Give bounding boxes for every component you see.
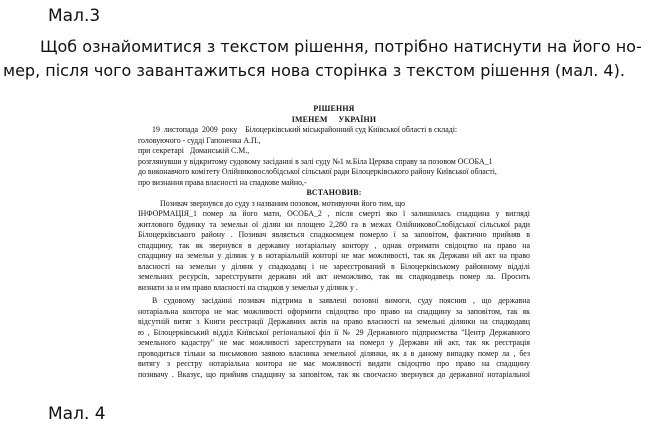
figure-caption-top: Мал.3 — [48, 6, 101, 26]
paragraph-2-line: позивачу . Вказує, що прийняв спадщину за заповітом, так як своєчасно звернувся до державної нотаріальної — [138, 369, 530, 379]
paragraph-1-line: визнати за н им право власності на спадков у земельн у ділянк у . — [138, 282, 358, 292]
paragraph-2-line: відсутній витяг з Книги реєстрації Державних актів на право власності на земельні ділянки на спадкодавц — [138, 317, 530, 326]
paragraph-1-line: власності на земельн у ділянк у спадкодавц і не зареєстрований в Білоцерківському районному відділі — [138, 261, 530, 271]
decision-title: РІШЕННЯ — [313, 104, 355, 113]
paragraph-1-line: Білоцерківського району . Позивач являється спадкоємцем померло ї за заповітом, фактично прийняв в — [138, 230, 530, 239]
secretary-line: при секретарі Доманській С.М., — [138, 146, 250, 155]
paragraph-2-line: ю , Білоцерківський відділ Київської регіональної філ ії № 29 Державного підприємства "Центр Державного — [138, 327, 530, 337]
judge-line: головуючого - судді Гапоненка А.П., — [138, 135, 261, 145]
decision-date: 19 листопада 2009 року — [152, 125, 238, 134]
paragraph-2-line: витягу з реєстру нотаріальна контора не має можливості видати свідоцтво про право на спадщину — [138, 359, 530, 368]
paragraph-1-line: Позивач звернувся до суду з названим позовом, мотивуючи його тим, що — [160, 198, 406, 208]
decision-subtitle: ІМЕНЕМ УКРАЇНИ — [291, 114, 377, 124]
hearing-line-2: до виконавчого комітету Олійниковослобідської сільської ради Білоцерківського району Київської області, — [138, 167, 497, 176]
court-name: Білоцерківський міськрайонний суд Київської області в складі: — [245, 125, 458, 134]
paragraph-2 — [138, 296, 530, 380]
paragraph-1-line: ІНФОРМАЦІЯ_1 помер ла його мати, ОСОБА_2 , після смерті яко ї залишилась спадщина у вигляді — [138, 209, 530, 218]
paragraph-1 — [138, 199, 530, 294]
hearing-line-3: про визнання права власності на спадкове майно,- — [138, 177, 307, 187]
intro-text-line-1: Щоб ознайомитися з текстом рішення, потрібно натиснути на його но- — [40, 37, 642, 56]
paragraph-1-line: спадщину, так як звернувся в державну нотаріальну контору , однак отримати свідоцтво на право на — [138, 240, 530, 250]
paragraph-2-line: проводиться тільки за письмовою заявою власника земельної ділянки, як а в даному випадку помер ла , без — [138, 348, 530, 358]
paragraph-1-line: житлового будинку та земельн ої ділян ки площею 2,280 га в межах ОлійниковоСлобідської сільської ради — [138, 219, 530, 229]
court-decision-document — [138, 104, 530, 380]
paragraph-1-line: спадщину на земельн у ділянк у в нотаріальній конторі не має можливості, так як Державн ий акт на право — [138, 251, 530, 260]
paragraph-2-line: земельного кадастру" не має можливості зареєструвати на померл у Державн ий акт, так як реєстрація — [138, 338, 530, 347]
decision-date-court-line — [138, 125, 530, 136]
figure-caption-bottom: Мал. 4 — [48, 404, 106, 424]
paragraph-2-line: нотаріальна контора не має можливості оформити свідоцтво про право на спадщину за заповітом, так як — [138, 306, 530, 316]
paragraph-2-line: В судовому засіданні позивач підтрима в заявлені позовні вимоги, суду пояснив , що державна — [152, 296, 530, 305]
hearing-line-1: розглянувши у відкритому судовому засіданні в залі суду №1 м.Біла Церква справу за позовом ОСОБА_1 — [138, 156, 493, 166]
paragraph-1-line: земельних ресурсів, зареєструвати державн ий акт неможливо, так як спадкодавець помер ла. Просить — [138, 272, 530, 281]
established-heading: ВСТАНОВИВ: — [306, 188, 362, 197]
intro-text-line-2: мер, після чого завантажиться нова сторінка з текстом рішення (мал. 4). — [3, 61, 625, 80]
